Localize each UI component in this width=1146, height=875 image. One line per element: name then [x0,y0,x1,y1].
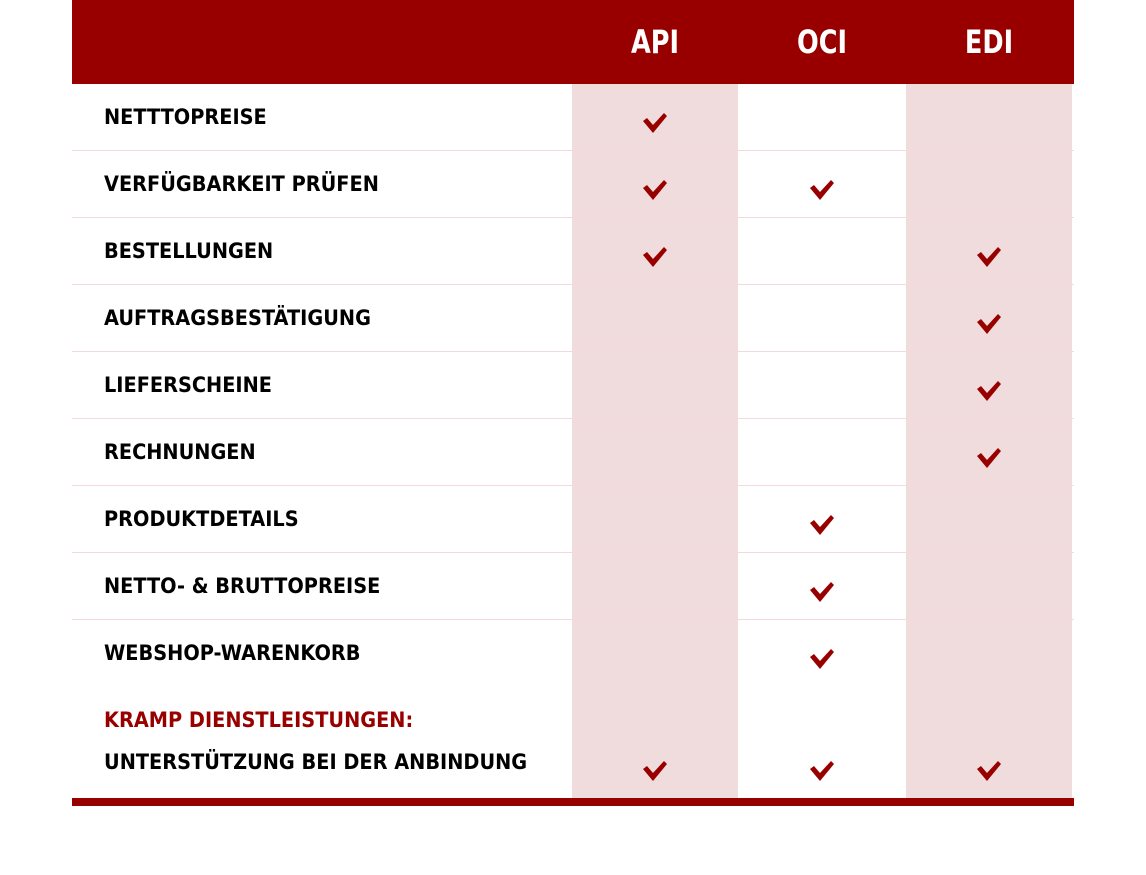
cell-oci [739,553,905,619]
checkmark-icon [642,112,668,134]
row-label: WEBSHOP-WARENKORB [104,641,361,665]
cell-api [572,486,738,552]
table-header [72,0,1074,84]
row-label: AUFTRAGSBESTÄTIGUNG [104,306,371,330]
checkmark-icon [809,648,835,670]
row-label: NETTTOPREISE [104,105,267,129]
checkmark-icon [976,447,1002,469]
cell-api [572,84,738,150]
service-cell-edi [906,686,1072,798]
cell-edi [906,84,1072,150]
comparison-table [72,0,1074,806]
cell-edi [906,486,1072,552]
cell-oci [739,285,905,351]
table-row [72,620,1074,686]
cell-oci [739,218,905,284]
row-label: BESTELLUNGEN [104,239,274,263]
table-row [72,84,1074,151]
cell-oci [739,84,905,150]
cell-api [572,285,738,351]
checkmark-icon [976,313,1002,335]
column-header-edi: EDI [964,23,1014,61]
cell-edi [906,352,1072,418]
row-label: RECHNUNGEN [104,440,256,464]
table-row [72,486,1074,553]
cell-oci [739,352,905,418]
cell-api [572,553,738,619]
checkmark-icon [809,514,835,536]
table-row [72,553,1074,620]
service-cell-api [572,686,738,798]
table-row [72,151,1074,218]
cell-edi [906,151,1072,217]
cell-edi [906,620,1072,686]
checkmark-icon [809,581,835,603]
service-title: KRAMP DIENSTLEISTUNGEN: [104,708,414,732]
cell-api [572,352,738,418]
checkmark-icon [976,380,1002,402]
table-row [72,352,1074,419]
checkmark-icon [642,246,668,268]
row-label: VERFÜGBARKEIT PRÜFEN [104,172,379,196]
row-label: NETTO- & BRUTTOPREISE [104,574,381,598]
table-body [72,84,1074,686]
checkmark-icon [642,760,668,782]
table-row [72,419,1074,486]
checkmark-icon [809,760,835,782]
cell-api [572,218,738,284]
table-row [72,285,1074,352]
cell-oci [739,486,905,552]
checkmark-icon [809,179,835,201]
cell-edi [906,218,1072,284]
cell-oci [739,419,905,485]
column-header-api: API [630,23,680,61]
checkmark-icon [976,246,1002,268]
bottom-bar [72,798,1074,806]
cell-api [572,151,738,217]
checkmark-icon [642,179,668,201]
cell-oci [739,620,905,686]
service-label: UNTERSTÜTZUNG BEI DER ANBINDUNG [104,750,528,774]
checkmark-icon [976,760,1002,782]
row-label: LIEFERSCHEINE [104,373,272,397]
cell-oci [739,151,905,217]
service-row [72,686,1074,798]
cell-api [572,620,738,686]
cell-edi [906,553,1072,619]
cell-api [572,419,738,485]
column-header-oci: OCI [796,23,848,61]
service-cell-oci [739,686,905,798]
cell-edi [906,419,1072,485]
table-row [72,218,1074,285]
cell-edi [906,285,1072,351]
row-label: PRODUKTDETAILS [104,507,299,531]
